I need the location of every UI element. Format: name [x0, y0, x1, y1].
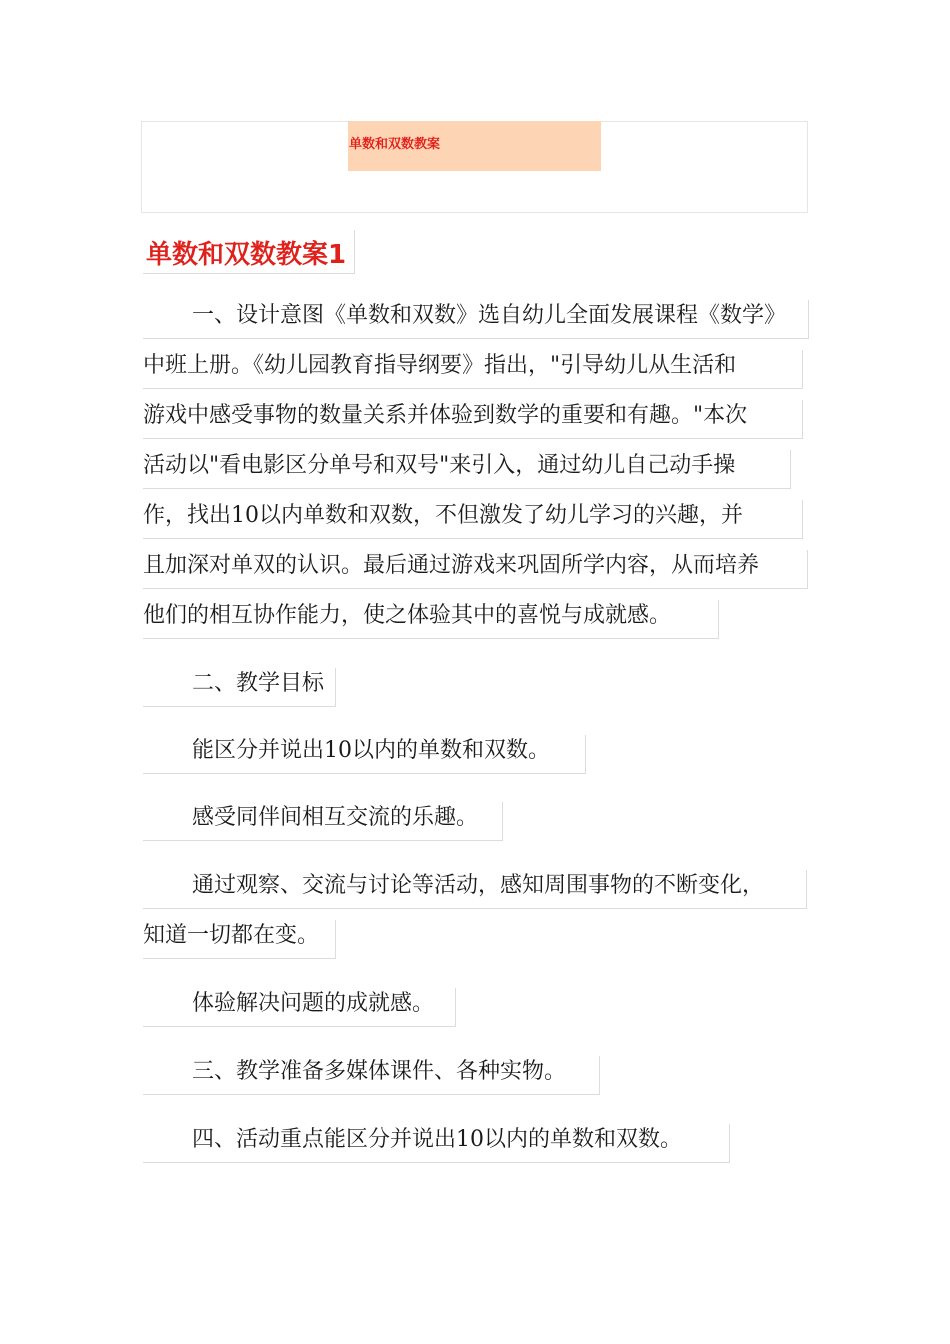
goal-4: 体验解决问题的成就感。 — [143, 988, 456, 1027]
intro-line-1: 一、设计意图《单数和双数》选自幼儿全面发展课程《数学》 — [143, 300, 809, 339]
intro-line-6: 且加深对单双的认识。最后通过游戏来巩固所学内容，从而培养 — [143, 550, 808, 589]
intro-line-4: 活动以"看电影区分单号和双号"来引入，通过幼儿自己动手操 — [143, 450, 791, 489]
goal-3-line-1: 通过观察、交流与讨论等活动，感知周围事物的不断变化， — [143, 870, 807, 909]
intro-line-7: 他们的相互协作能力，使之体验其中的喜悦与成就感。 — [143, 600, 719, 639]
goal-2: 感受同伴间相互交流的乐趣。 — [143, 802, 503, 841]
goals-heading: 二、教学目标 — [143, 668, 336, 707]
goal-1: 能区分并说出10以内的单数和双数。 — [143, 735, 586, 774]
header-tag: 单数和双数教案 — [348, 121, 601, 171]
intro-line-5: 作，找出10以内单数和双数，不但激发了幼儿学习的兴趣，并 — [143, 500, 803, 539]
activity-focus: 四、活动重点能区分并说出10以内的单数和双数。 — [143, 1124, 730, 1163]
article-title: 单数和双数教案1 — [143, 230, 355, 274]
teaching-prep: 三、教学准备多媒体课件、各种实物。 — [143, 1056, 600, 1095]
intro-line-2: 中班上册。《幼儿园教育指导纲要》指出，"引导幼儿从生活和 — [143, 350, 803, 389]
intro-line-3: 游戏中感受事物的数量关系并体验到数学的重要和有趣。"本次 — [143, 400, 803, 439]
goal-3-line-2: 知道一切都在变。 — [143, 920, 336, 959]
